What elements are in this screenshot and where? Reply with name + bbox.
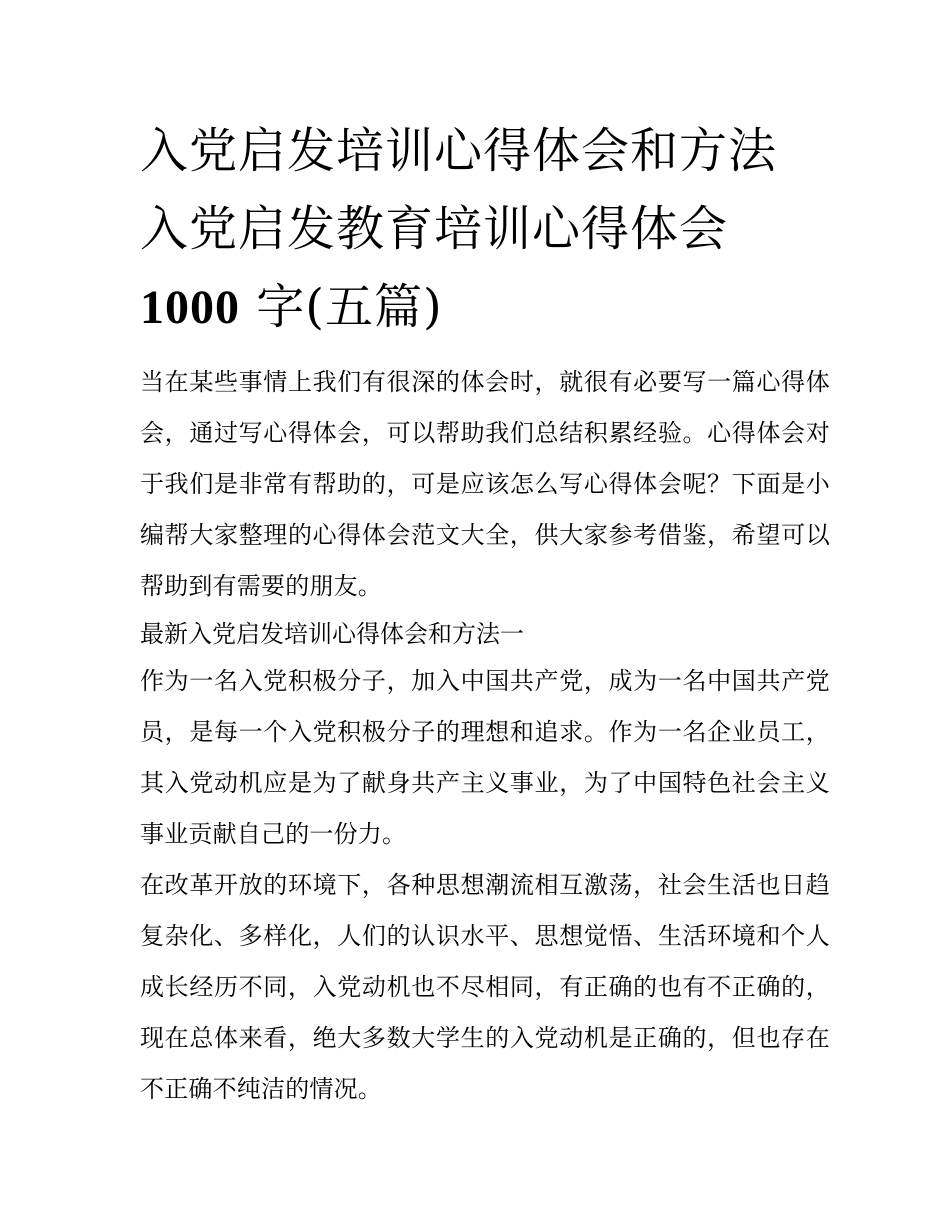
- body-paragraph-2: 在改革开放的环境下，各种思想潮流相互激荡，社会生活也日趋复杂化、多样化，人们的认识水平、思想觉悟、生活环境和个人成长经历不同，入党动机也不尽相同，有正确的也有不正确的，现在总体来看，绝大多数大学生的入党动机是正确的，但也存在不正确不纯洁的情况。: [140, 871, 830, 1103]
- spacer: [140, 347, 830, 357]
- title-number: 1000: [140, 281, 240, 334]
- title-line-3: [140, 268, 830, 347]
- title-line-2: 入党启发教育培训心得体会: [140, 201, 729, 257]
- section-heading: 最新入党启发培训心得体会和方法一: [140, 620, 524, 648]
- body-paragraph-1: 作为一名入党积极分子，加入中国共产党，成为一名中国共产党员，是每一个入党积极分子的理想和追求。作为一名企业员工，其入党动机应是为了献身共产主义事业，为了中国特色社会主义事业贡献自己的一份力。: [140, 667, 830, 848]
- title-suffix: 字(五篇): [240, 279, 443, 335]
- intro-paragraph: 当在某些事情上我们有很深的体会时，就很有必要写一篇心得体会，通过写心得体会，可以帮助我们总结积累经验。心得体会对于我们是非常有帮助的，可是应该怎么写心得体会呢？下面是小编帮大家整理的心得体会范文大全，供大家参考借鉴，希望可以帮助到有需要的朋友。: [140, 368, 830, 600]
- document-body: [140, 112, 830, 1115]
- title-line-1: 入党启发培训心得体会和方法: [140, 123, 778, 179]
- document-title: [140, 112, 830, 347]
